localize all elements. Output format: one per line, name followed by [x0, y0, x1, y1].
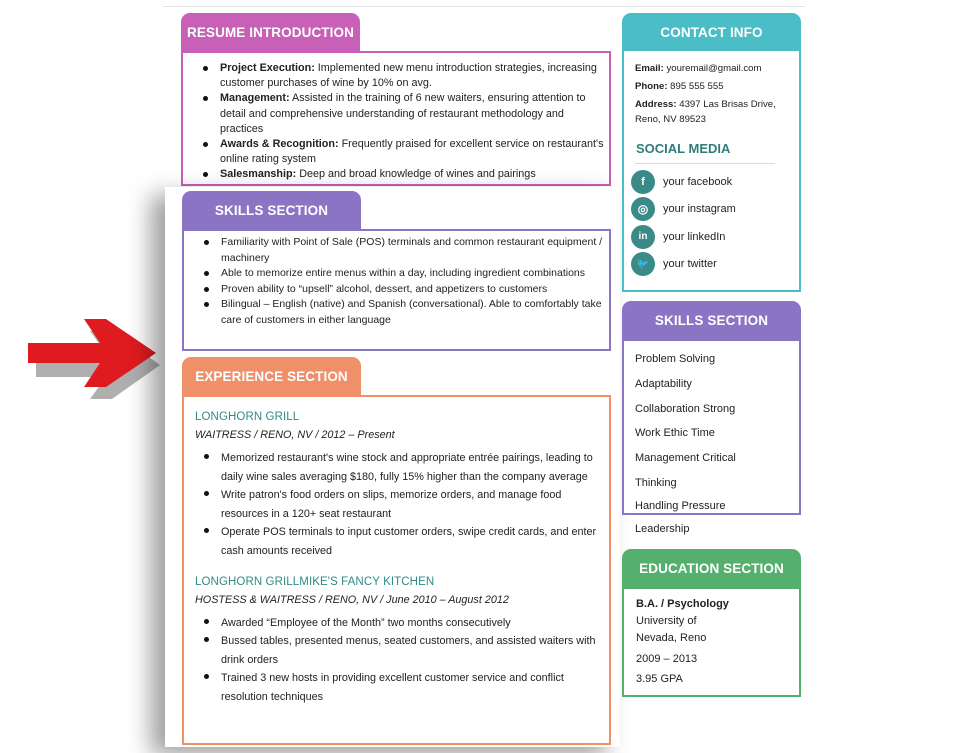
sidebar-skills-header: SKILLS SECTION [622, 301, 801, 339]
list-item: Memorized restaurant's wine stock and appropriate entrée pairings, leading to daily wine sales averaging $180, fully 15% higher than the company average [184, 449, 609, 486]
job-employer: LONGHORN GRILL [195, 411, 300, 423]
contact-email: Email: youremail@gmail.com [635, 63, 762, 74]
job-bullets [184, 449, 609, 561]
contact-info-box [622, 49, 801, 292]
skills-list [184, 235, 609, 328]
education-school: University of [636, 615, 697, 628]
intro-list [183, 61, 609, 183]
contact-phone: Phone: 895 555 555 [635, 81, 724, 93]
job-entry [195, 575, 609, 707]
skill-item: Handling Pressure [635, 499, 726, 512]
job-meta: WAITRESS / RENO, NV / 2012 – Present [195, 429, 395, 441]
list-item: Operate POS terminals to input customer orders, swipe credit cards, and enter cash amounts received [184, 523, 609, 560]
divider [635, 163, 775, 164]
contact-address: Address: 4397 Las Brisas Drive, Reno, NV 89523 [635, 99, 776, 125]
list-item: Management: Assisted in the training of 6 new waiters, ensuring attention to detail and comprehensive understanding of restaurant methodology and practices [183, 91, 609, 137]
experience-section-box [182, 395, 611, 745]
social-label: your linkedIn [663, 230, 726, 243]
social-label: your twitter [663, 258, 717, 271]
social-label: your facebook [663, 175, 733, 188]
instagram-icon: ◎ [631, 197, 655, 221]
facebook-icon: f [631, 170, 655, 194]
job-employer: LONGHORN GRILLMIKE'S FANCY KITCHEN [195, 575, 435, 588]
education-degree: B.A. / Psychology [636, 598, 729, 610]
skill-item: Management Critical [635, 452, 736, 465]
list-item: Proven ability to “upsell” alcohol, dessert, and appetizers to customers [184, 282, 609, 298]
job-entry [195, 410, 609, 561]
skill-item: Problem Solving [635, 353, 716, 365]
list-item: Familiarity with Point of Sale (POS) terminals and common restaurant equipment / machinery [184, 235, 609, 266]
social-item-instagram[interactable] [631, 195, 799, 223]
list-item: Awards & Recognition: Frequently praised for excellent service on restaurant's online rating system [183, 137, 609, 167]
skill-item: Leadership [635, 522, 690, 535]
red-arrow-pointer [22, 313, 172, 413]
job-meta: HOSTESS & WAITRESS / RENO, NV / June 2010 – August 2012 [195, 593, 509, 606]
social-item-linkedin[interactable] [631, 223, 799, 251]
document-top-border [163, 6, 805, 7]
twitter-icon: 🐦 [631, 252, 655, 276]
contact-info-header: CONTACT INFO [622, 13, 801, 51]
linkedin-icon: in [631, 225, 655, 249]
list-item: Project Execution: Implemented new menu introduction strategies, increasing customer purchases of wine by 10% on avg. [183, 61, 609, 91]
list-item: Write patron's food orders on slips, memorize orders, and manage food resources in a 120+ seat restaurant [184, 486, 609, 523]
job-bullets [184, 614, 609, 707]
sidebar-skills-box [622, 339, 801, 535]
skill-item: Collaboration Strong [635, 402, 736, 415]
social-item-facebook[interactable] [631, 168, 799, 196]
list-item: Bussed tables, presented menus, seated customers, and assisted waiters with drink orders [184, 632, 609, 669]
resume-introduction-box [181, 51, 611, 186]
social-media-title: SOCIAL MEDIA [636, 140, 731, 156]
list-item: Bilingual – English (native) and Spanish (conversational). Able to comfortably take care of customers in either language [184, 297, 609, 328]
skill-item: Adaptability [635, 377, 692, 390]
list-item: Salesmanship: Deep and broad knowledge of wines and pairings [183, 167, 609, 182]
experience-section-header: EXPERIENCE SECTION [182, 357, 361, 395]
social-item-twitter[interactable] [631, 250, 799, 278]
education-years: 2009 – 2013 [636, 652, 698, 665]
skill-item: Work Ethic Time [635, 427, 715, 440]
resume-introduction-header: RESUME INTRODUCTION [181, 13, 360, 51]
list-item: Awarded “Employee of the Month” two months consecutively [184, 614, 609, 633]
education-section-header: EDUCATION SECTION [622, 549, 801, 587]
education-section-box [622, 587, 801, 697]
education-school-location: Nevada, Reno [636, 632, 707, 645]
skill-item: Thinking [635, 476, 677, 489]
social-label: your instagram [663, 203, 736, 216]
education-gpa: 3.95 GPA [636, 672, 683, 685]
list-item: Able to memorize entire menus within a day, including ingredient combinations [184, 266, 609, 282]
skills-section-header: SKILLS SECTION [182, 191, 361, 229]
skills-section-box [182, 229, 611, 351]
list-item: Trained 3 new hosts in providing excellent customer service and conflict resolution techniques [184, 669, 609, 706]
